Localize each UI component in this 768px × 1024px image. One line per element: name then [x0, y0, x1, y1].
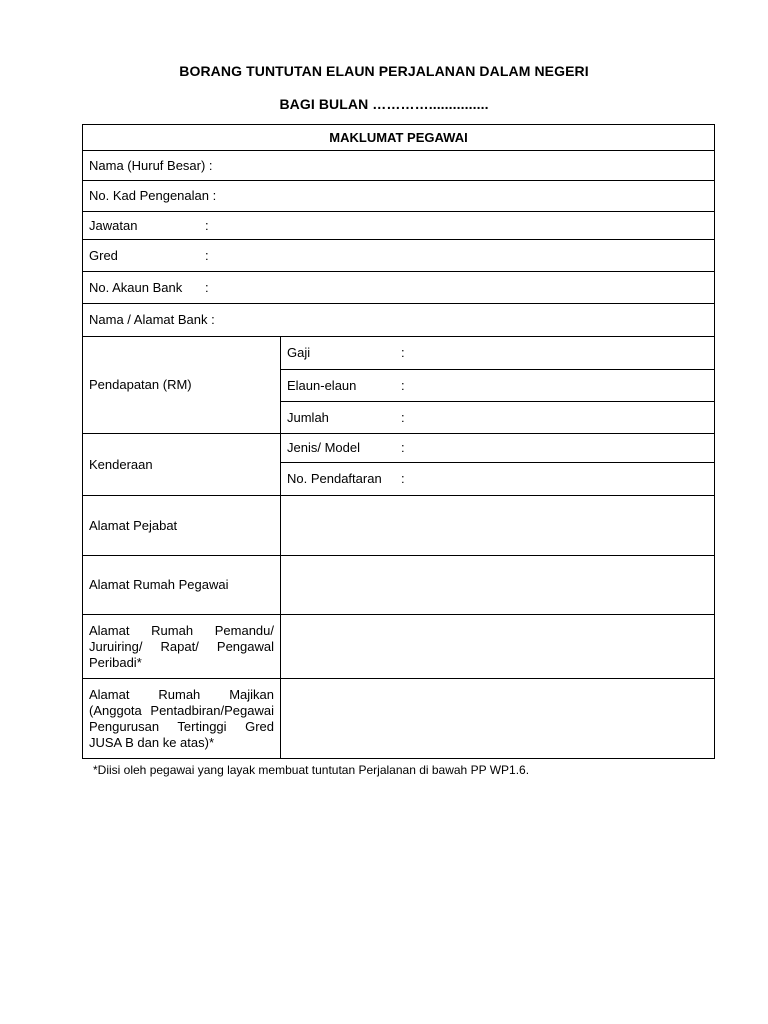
colon: :: [401, 377, 405, 393]
salary-field[interactable]: [281, 337, 715, 370]
officer-info-table: [82, 124, 715, 759]
office-address-label: Alamat Pejabat: [83, 496, 281, 556]
grade-field[interactable]: [83, 240, 715, 272]
income-label: Pendapatan (RM): [83, 337, 281, 434]
colon: :: [401, 440, 405, 455]
colon: :: [401, 471, 405, 486]
ic-field[interactable]: [83, 181, 715, 212]
total-label: Jumlah: [287, 409, 329, 425]
position-label: Jawatan: [89, 217, 138, 233]
vehicle-model-label: Jenis/ Model: [287, 440, 360, 455]
grade-label: Gred: [89, 247, 118, 263]
employer-address-label: Alamat Rumah Majikan (Anggota Pentadbiran/Pegawai Pengurusan Tertinggi Gred JUSA B dan ke atas)*: [83, 679, 281, 759]
allowance-label: Elaun-elaun: [287, 377, 357, 393]
vehicle-model-field[interactable]: [281, 434, 715, 463]
registration-label: No. Pendaftaran: [287, 471, 382, 486]
home-address-field[interactable]: [281, 556, 715, 615]
office-address-field[interactable]: [281, 496, 715, 556]
driver-address-field[interactable]: [281, 615, 715, 679]
ic-label: No. Kad Pengenalan :: [89, 188, 217, 203]
bank-name-label: Nama / Alamat Bank :: [89, 312, 215, 327]
bank-account-label: No. Akaun Bank: [89, 279, 183, 295]
form-title: BORANG TUNTUTAN ELAUN PERJALANAN DALAM NEGERI: [179, 63, 589, 79]
employer-address-field[interactable]: [281, 679, 715, 759]
colon: :: [401, 345, 405, 360]
vehicle-label: Kenderaan: [83, 434, 281, 496]
footnote: *Diisi oleh pegawai yang layak membuat tuntutan Perjalanan di bawah PP WP1.6.: [93, 763, 530, 777]
position-field[interactable]: [83, 212, 715, 240]
name-label: Nama (Huruf Besar) :: [89, 157, 213, 173]
driver-address-label: Alamat Rumah Pemandu/ Juruiring/ Rapat/ Pengawal Peribadi*: [83, 615, 281, 679]
name-field[interactable]: [83, 151, 715, 181]
section-title: MAKLUMAT PEGAWAI: [83, 125, 715, 151]
colon: :: [205, 279, 209, 295]
registration-field[interactable]: [281, 463, 715, 496]
total-field[interactable]: [281, 402, 715, 434]
home-address-label: Alamat Rumah Pegawai: [83, 556, 281, 615]
allowance-field[interactable]: [281, 370, 715, 402]
bank-name-field[interactable]: [83, 304, 715, 337]
colon: :: [205, 247, 209, 263]
colon: :: [205, 217, 209, 233]
bank-account-field[interactable]: [83, 272, 715, 304]
colon: :: [401, 409, 405, 425]
salary-label: Gaji: [287, 345, 311, 360]
month-line: BAGI BULAN …………...............: [279, 96, 489, 112]
